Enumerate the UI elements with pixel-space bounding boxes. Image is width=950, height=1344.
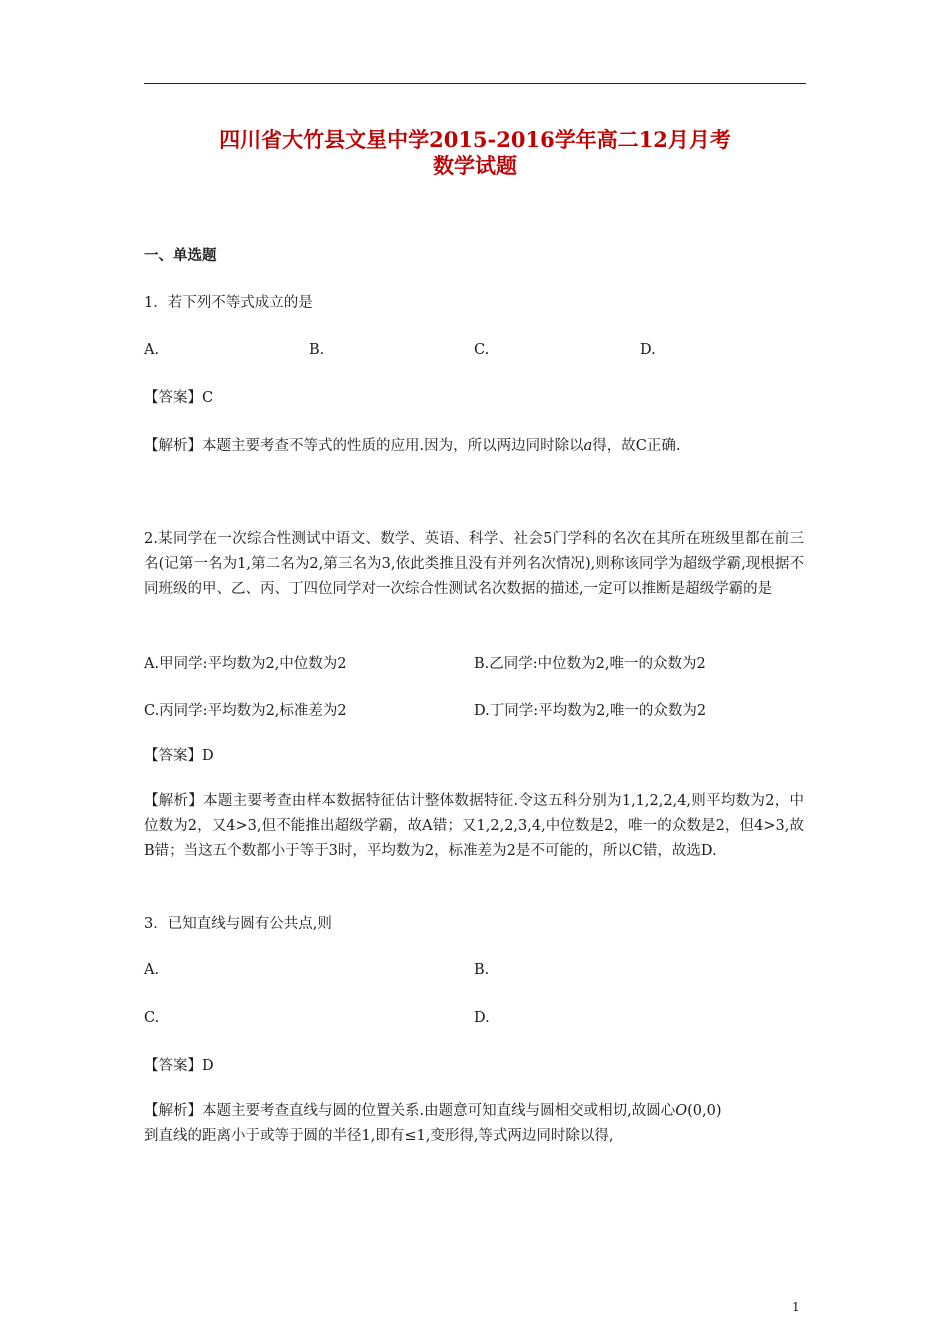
q1-option-b: B.	[309, 342, 325, 358]
q2-analysis: 【解析】本题主要考查由样本数据特征估计整体数据特征.令这五科分别为1,1,2,2,4,则平均数为2，中位数为2，又4>3,但不能推出超级学霸，故A错；又1,2,2,3,4,中位数是2，唯一的众数是2，但4>3,故B错；当这五个数都小于等于3时，平均数为2，标准差为2是不可能的，所以C错，故选D.	[144, 793, 804, 859]
q1-answer: 【答案】C	[144, 390, 214, 406]
section-heading: 一、单选题	[144, 247, 217, 264]
q1-analysis-text-b: 得，故C正确.	[592, 438, 681, 454]
document-subtitle: 数学试题	[433, 153, 517, 178]
q3-analysis-text-b: (0,0)	[687, 1103, 722, 1119]
q1-stem: 1．若下列不等式成立的是	[144, 295, 313, 311]
q3-option-d: D.	[474, 1010, 490, 1026]
document-title: 四川省大竹县文星中学2015-2016学年高二12月月考	[219, 127, 731, 152]
q2-option-a: A.甲同学:平均数为2,中位数为2	[144, 656, 347, 672]
q3-stem: 3．已知直线与圆有公共点,则	[144, 916, 332, 932]
q3-option-c: C.	[144, 1010, 160, 1026]
q3-option-a: A.	[144, 962, 160, 978]
q2-option-c: C.丙同学:平均数为2,标准差为2	[144, 703, 347, 719]
q2-option-d: D.丁同学:平均数为2,唯一的众数为2	[474, 703, 707, 719]
q3-option-b: B.	[474, 962, 490, 978]
q1-analysis	[144, 435, 680, 457]
q3-analysis-line1	[144, 1100, 721, 1122]
q1-option-a: A.	[144, 342, 160, 358]
q1-option-c: C.	[474, 342, 490, 358]
page-number: 1	[792, 1300, 800, 1314]
q2-answer: 【答案】D	[144, 748, 214, 764]
q3-answer: 【答案】D	[144, 1058, 214, 1074]
q3-analysis-line2: 到直线的距离小于或等于圆的半径1,即有≤1,变形得,等式两边同时除以得,	[144, 1128, 614, 1144]
q1-analysis-label: 【解析】	[144, 438, 202, 454]
q3-analysis-text-a: 【解析】本题主要考查直线与圆的位置关系.由题意可知直线与圆相交或相切,故圆心	[144, 1103, 676, 1119]
q2-stem: 2.某同学在一次综合性测试中语文、数学、英语、科学、社会5门学科的名次在其所在班级里都在前三名(记第一名为1,第二名为2,第三名为3,依此类推且没有并列名次情况),则称该同学为超级学霸,现根据不同班级的甲、乙、丙、丁四位同学对一次综合性测试名次数据的描述,一定可以推断是超级学霸的是	[144, 531, 804, 597]
q1-analysis-variable: a	[583, 438, 593, 454]
q1-analysis-text-a: 本题主要考查不等式的性质的应用.因为，所以两边同时除以	[202, 438, 584, 454]
header-rule	[144, 83, 806, 84]
q1-option-d: D.	[640, 342, 656, 358]
q3-analysis-variable: O	[675, 1103, 688, 1119]
q2-option-b: B.乙同学:中位数为2,唯一的众数为2	[474, 656, 706, 672]
